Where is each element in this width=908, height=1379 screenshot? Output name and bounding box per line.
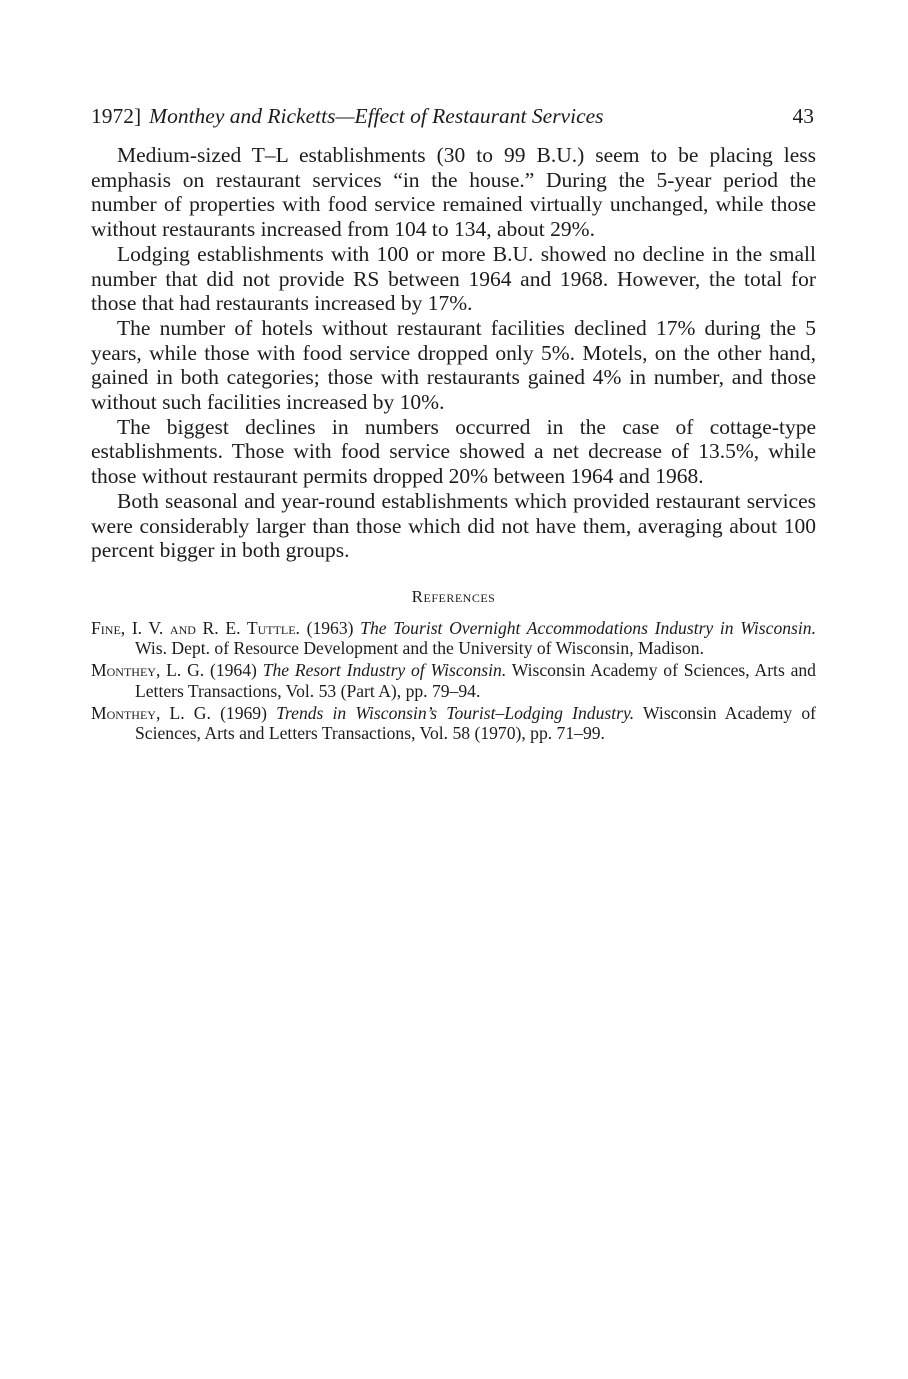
body-text <box>91 143 816 563</box>
running-head-year: 1972] <box>91 104 142 128</box>
paragraph: Both seasonal and year-round establishments which provided restaurant services were considerably larger than those which did not have them, averaging about 100 percent bigger in both groups. <box>91 488 816 563</box>
reference-year: (1969) <box>220 702 267 723</box>
reference-details: Wisconsin Academy of Sciences, Arts and Letters Transactions, Vol. 58 (1970), pp. 71–99. <box>135 702 816 743</box>
journal-page <box>91 103 816 745</box>
reference-details: Wisconsin Academy of Sciences, Arts and Letters Transactions, Vol. 53 (Part A), pp. 79–94. <box>135 660 816 701</box>
reference-author: Monthey, L. G. <box>91 660 205 681</box>
reference-item <box>91 618 816 658</box>
running-head <box>91 103 816 129</box>
reference-details: Wis. Dept. of Resource Development and the University of Wisconsin, Madison. <box>135 638 704 659</box>
running-head-title: Monthey and Ricketts—Effect of Restaurant Services <box>149 104 604 128</box>
reference-year: (1964) <box>209 660 257 681</box>
paragraph: The biggest declines in numbers occurred in the case of cottage-type establishments. Those with food service showed a net decrease of 13.5%, while those without restaurant permits dropped 20% between 1964 and 1968. <box>91 414 816 489</box>
reference-item <box>91 660 816 700</box>
running-head-left <box>91 103 604 129</box>
reference-author: Monthey, L. G. <box>91 702 211 723</box>
reference-title: The Tourist Overnight Accommodations Industry in Wisconsin. <box>360 617 816 638</box>
reference-year: (1963) <box>306 617 354 638</box>
references-heading <box>91 588 816 608</box>
references-heading-text: References <box>411 586 496 606</box>
paragraph: Lodging establishments with 100 or more B.U. showed no decline in the small number that did not provide RS between 1964 and 1968. However, the total for those that had restaurants increased by 17%. <box>91 241 816 316</box>
page-number: 43 <box>792 104 814 128</box>
paragraph: The number of hotels without restaurant facilities declined 17% during the 5 years, while those with food service dropped only 5%. Motels, on the other hand, gained in both categories; those with restaurants gained 4% in number, and those without such facilities increased by 10%. <box>91 315 816 415</box>
reference-author: Fine, I. V. and R. E. Tuttle. <box>91 617 300 638</box>
reference-item <box>91 703 816 743</box>
references-list <box>91 618 816 743</box>
reference-title: The Resort Industry of Wisconsin. <box>262 660 507 681</box>
paragraph: Medium-sized T–L establishments (30 to 99 B.U.) seem to be placing less emphasis on restaurant services “in the house.” During the 5-year period the number of properties with food service remained virtually unchanged, while those without restaurants increased from 104 to 134, about 29%. <box>91 143 816 242</box>
reference-title: Trends in Wisconsin’s Tourist–Lodging Industry. <box>276 702 635 723</box>
